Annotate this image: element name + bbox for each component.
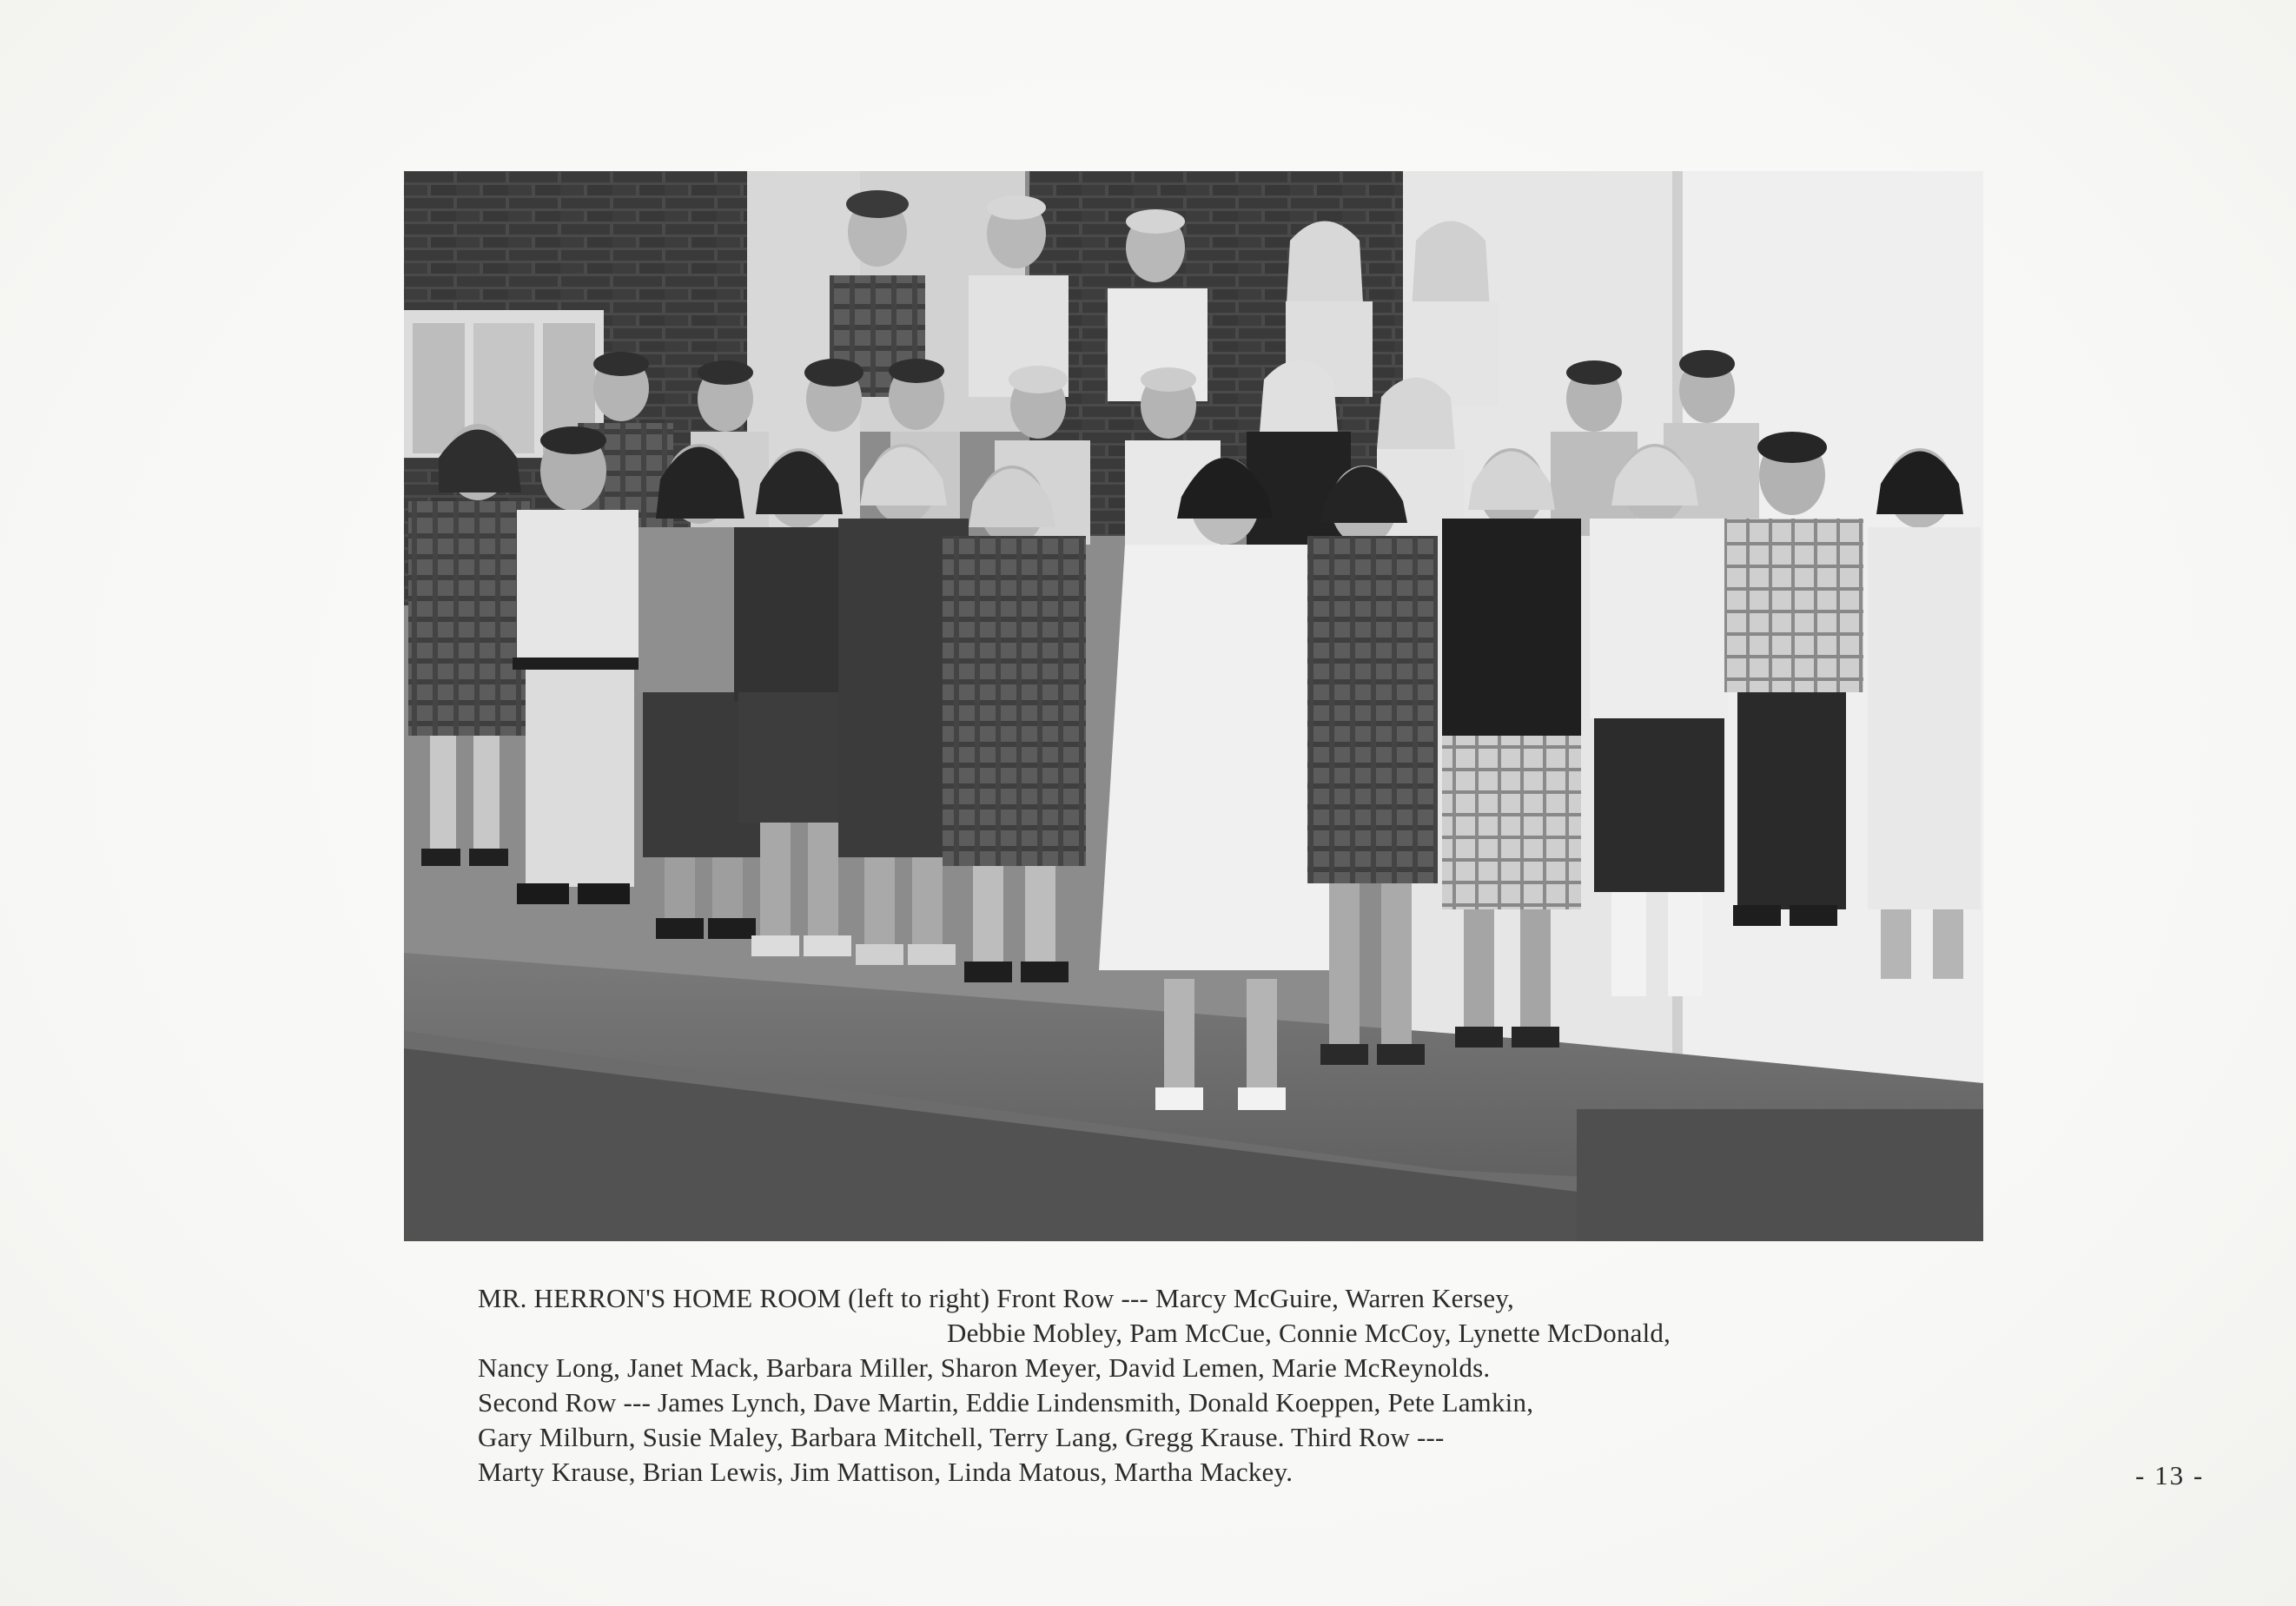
photo-caption (478, 1281, 1955, 1490)
caption-line-1: MR. HERRON'S HOME ROOM (left to right) Front Row --- Marcy McGuire, Warren Kersey, (478, 1283, 1515, 1313)
caption-line-5: Gary Milburn, Susie Maley, Barbara Mitchell, Terry Lang, Gregg Krause. Third Row --- (478, 1422, 1445, 1452)
page-number: - 13 - (2135, 1460, 2205, 1490)
class-group-photo (404, 171, 1983, 1241)
caption-line-2: Debbie Mobley, Pam McCue, Connie McCoy, Lynette McDonald, (947, 1318, 1671, 1348)
caption-line-3: Nancy Long, Janet Mack, Barbara Miller, Sharon Meyer, David Lemen, Marie McReynolds. (478, 1352, 1491, 1383)
caption-line-6: Marty Krause, Brian Lewis, Jim Mattison, Linda Matous, Martha Mackey. (478, 1457, 1294, 1487)
caption-line-4: Second Row --- James Lynch, Dave Martin, Eddie Lindensmith, Donald Koeppen, Pete Lamkin, (478, 1387, 1534, 1418)
